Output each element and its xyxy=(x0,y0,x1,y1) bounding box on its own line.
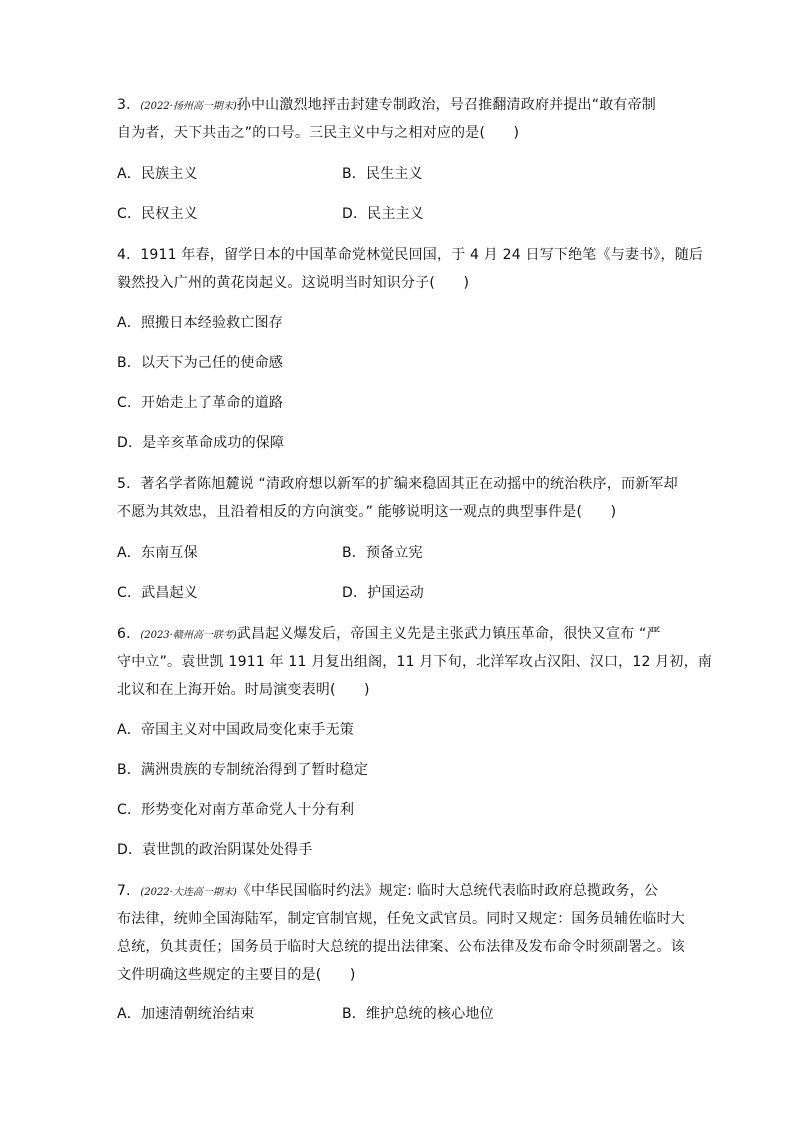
question-5-line-2: 不愿为其效忠，且沿着相反的方向演变。” 能够说明这一观点的典型事件是( ) xyxy=(117,504,617,520)
question-5-option-b: B．预备立宪 xyxy=(342,545,423,561)
question-3-number: 3． xyxy=(117,97,141,113)
question-6-option-c: C．形势变化对南方革命党人十分有利 xyxy=(117,802,355,818)
question-3-option-c: C．民权主义 xyxy=(117,206,198,222)
question-7-text: 《中华民国临时约法》规定: 临时大总统代表临时政府总揽政务，公 xyxy=(236,883,659,899)
question-6-line-1 xyxy=(117,624,661,646)
question-4-option-b: B．以天下为己任的使命感 xyxy=(117,355,284,371)
question-6-option-b: B．满洲贵族的专制统治得到了暂时稳定 xyxy=(117,762,369,778)
question-4-text: 1911 年春，留学日本的中国革命党林觉民回国，于 4 月 24 日写下绝笔《与妻书》，随后 xyxy=(140,247,704,263)
question-7-line-2: 布法律，统帅全国海陆军，制定官制官规，任免文武官员。同时又规定：国务员辅佐临时大 xyxy=(117,911,685,927)
question-5-option-a: A．东南互保 xyxy=(117,545,198,561)
question-3-source: (2022·扬州高一期末) xyxy=(140,101,237,112)
question-5-number: 5． xyxy=(117,476,141,492)
question-7-option-b: B．维护总统的核心地位 xyxy=(342,1006,494,1022)
question-6-text: 武昌起义爆发后，帝国主义先是主张武力镇压革命，很快又宣布 “严 xyxy=(236,626,661,642)
question-4-option-d: D．是辛亥革命成功的保障 xyxy=(117,435,285,451)
question-4-option-c: C．开始走上了革命的道路 xyxy=(117,395,284,411)
question-4-line-2: 毅然投入广州的黄花岗起义。这说明当时知识分子( ) xyxy=(117,275,470,291)
question-7-line-3: 总统，负其责任；国务员于临时大总统的提出法律案、公布法律及发布命令时须副署之。该 xyxy=(117,939,685,955)
question-6-option-d: D．袁世凯的政治阴谋处处得手 xyxy=(117,842,313,858)
question-6-source: (2023·赣州高一联考) xyxy=(140,630,237,641)
question-3-option-b: B．民生主义 xyxy=(342,166,423,182)
question-3-line-1 xyxy=(117,95,656,117)
question-7-option-a: A．加速清朝统治结束 xyxy=(117,1006,255,1022)
question-5-line-1 xyxy=(117,474,678,494)
question-4-number: 4． xyxy=(117,247,141,263)
question-7-line-4: 文件明确这些规定的主要目的是( ) xyxy=(117,967,356,983)
question-4-line-1 xyxy=(117,245,703,265)
question-4-option-a: A．照搬日本经验救亡图存 xyxy=(117,315,283,331)
question-6-line-3: 北议和在上海开始。时局演变表明( ) xyxy=(117,682,370,698)
question-3-line-2: 自为者，天下共击之”的口号。三民主义中与之相对应的是( ) xyxy=(117,125,520,141)
question-5-option-c: C．武昌起义 xyxy=(117,585,198,601)
question-3-text: 孙中山激烈地抨击封建专制政治，号召推翻清政府并提出“敢有帝制 xyxy=(236,97,657,113)
question-6-line-2: 守中立”。袁世凯 1911 年 11 月复出组阁，11 月下旬，北洋军攻占汉阳、汉口，12 月初，南 xyxy=(117,654,713,670)
question-7-source: (2022·大连高一期末) xyxy=(140,887,237,898)
question-5-text: 著名学者陈旭麓说 “清政府想以新军的扩编来稳固其正在动摇中的统治秩序，而新军却 xyxy=(140,476,678,492)
question-7-line-1 xyxy=(117,881,658,903)
question-6-number: 6． xyxy=(117,626,141,642)
question-7-number: 7． xyxy=(117,883,141,899)
question-5-option-d: D．护国运动 xyxy=(342,585,424,601)
question-6-option-a: A．帝国主义对中国政局变化束手无策 xyxy=(117,722,354,738)
question-3-option-a: A．民族主义 xyxy=(117,166,198,182)
question-3-option-d: D．民主主义 xyxy=(342,206,424,222)
